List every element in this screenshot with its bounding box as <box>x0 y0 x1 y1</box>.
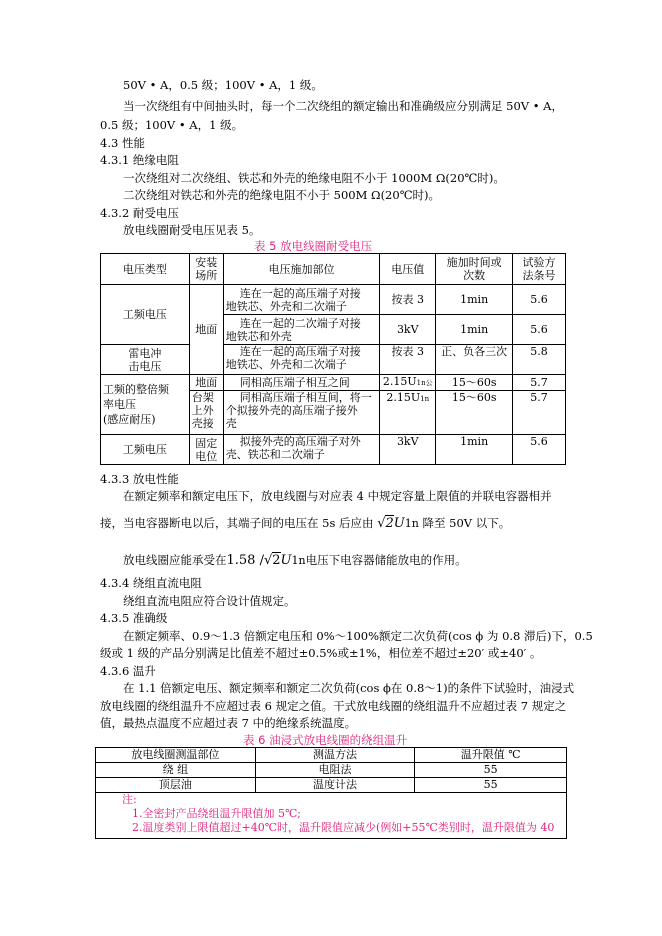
section-heading: 4.3.4 绕组直流电阻 <box>100 576 202 590</box>
table-cell: 连在一起的二次端子对接 地铁芯和外壳 <box>223 315 380 345</box>
table-row <box>96 763 567 778</box>
formula-sqrt2-u1n <box>377 516 419 531</box>
table-cell: 5.6 <box>513 315 566 345</box>
note-title: 注: <box>122 793 137 806</box>
text-line: 当一次绕组有中间抽头时，每一个二次绕组的额定输出和准确级应分别满足 50V • A， <box>123 99 563 113</box>
table-cell: 55 <box>415 763 567 778</box>
u-symbol: U <box>280 553 292 568</box>
table-row <box>101 345 566 375</box>
table-cell: 1min <box>436 315 513 345</box>
header-cell: 放电线圈测温部位 <box>96 748 256 763</box>
sqrt-arg: 2 <box>385 516 394 531</box>
text-line: 级或 1 级的产品分别满足比值差不超过±0.5%或±1%，相位差不超过±20′ 或±40′ 。 <box>100 646 542 660</box>
table-cell: 5.6 <box>513 285 566 315</box>
table-cell: 同相高压端子相互之间 <box>223 375 380 391</box>
table-cell: 5.7 <box>513 375 566 391</box>
coef-value: 1.58 / <box>226 553 264 568</box>
table-cell: 同相高压端子相互间，将一 个拟接外壳的高压端子接外 壳 <box>223 391 380 435</box>
section-heading: 4.3.2 耐受电压 <box>100 206 179 220</box>
header-cell: 测温方法 <box>255 748 415 763</box>
formula-coefficient <box>227 553 306 568</box>
table5 <box>100 253 566 465</box>
text-line: 50V • A，0.5 级；100V • A，1 级。 <box>123 78 323 92</box>
section-heading: 4.3 性能 <box>100 136 145 150</box>
table6-caption: 表 6 油浸式放电线圈的绕组温升 <box>243 733 408 747</box>
text-line: 0.5 级；100V • A，1 级。 <box>100 118 244 132</box>
table-cell: 15～60s <box>436 391 513 435</box>
table-cell: 5.6 <box>513 435 566 465</box>
table-cell: 按表 3 <box>380 345 436 375</box>
text-line <box>123 553 467 568</box>
table-cell: 固定 电位 <box>189 435 223 465</box>
table-cell: 地面 <box>189 285 223 375</box>
u-symbol: U <box>393 516 405 531</box>
header-cell: 施加时间或 次数 <box>436 254 513 285</box>
header-cell: 试验方 法条号 <box>513 254 566 285</box>
voltage-subscript: 1n <box>420 395 430 403</box>
text-line: 在额定频率、0.9～1.3 倍额定电压和 0%～100%额定二次负荷(cos ϕ 为 0.8 滞后)下，0.5 <box>123 629 593 643</box>
text-fragment: 接，当电容器断电以后，其端子间的电压在 5s 后应由 <box>100 516 374 530</box>
table-cell: 地面 <box>189 375 223 391</box>
text-line: 一次绕组对二次绕组、铁芯和外壳的绝缘电阻不小于 1000M Ω(20℃时)。 <box>123 171 505 185</box>
note-line: 2.温度类别上限值超过+40℃时，温升限值应减少(例如+55℃类别时，温升限值为 40 <box>132 821 555 834</box>
table6 <box>95 747 567 839</box>
text-line: 值，最热点温度不应超过表 7 中的绝缘系统温度。 <box>100 716 357 730</box>
voltage-subscript: 1n公 <box>416 379 433 387</box>
table-cell: 3kV <box>380 435 436 465</box>
table-cell <box>380 375 436 391</box>
sqrt-symbol: √ <box>377 516 386 531</box>
header-cell: 电压值 <box>380 254 436 285</box>
sqrt-symbol: √ <box>263 553 273 568</box>
header-cell: 安装 场所 <box>189 254 223 285</box>
table-cell: 5.7 <box>513 391 566 435</box>
table-cell: 3kV <box>380 315 436 345</box>
table-cell: 5.8 <box>513 345 566 375</box>
table-cell: 连在一起的高压端子对接 地铁芯、外壳和二次端子 <box>223 345 380 375</box>
header-cell: 温升限值 ℃ <box>415 748 567 763</box>
table-cell: 工频电压 <box>101 285 190 345</box>
header-cell: 电压类型 <box>101 254 190 285</box>
table-cell <box>380 391 436 435</box>
u-subscript: 1n <box>404 517 419 530</box>
table-cell: 雷电冲 击电压 <box>101 345 190 375</box>
table-row <box>101 435 566 465</box>
table-cell: 55 <box>415 778 567 793</box>
table-cell: 温度计法 <box>255 778 415 793</box>
table-note <box>96 793 567 839</box>
text-fragment: 电压下电容器储能放电的作用。 <box>305 553 467 567</box>
table-cell: 工频的整倍频 率电压 (感应耐压) <box>101 375 190 435</box>
text-line <box>100 516 510 531</box>
table-cell: 按表 3 <box>380 285 436 315</box>
text-line: 在额定频率和额定电压下，放电线圈与对应表 4 中规定容量上限值的并联电容器相并 <box>123 489 552 503</box>
table-row <box>96 778 567 793</box>
text-line: 放电线圈耐受电压见表 5。 <box>123 223 261 237</box>
text-line: 在 1.1 倍额定电压、额定频率和额定二次负荷(cos ϕ在 0.8～1)的条件下试验时，油浸式 <box>123 681 575 695</box>
table-row <box>101 375 566 391</box>
table-cell: 电阻法 <box>255 763 415 778</box>
table-cell: 绕 组 <box>96 763 256 778</box>
sqrt-arg: 2 <box>272 553 281 568</box>
table-cell: 连在一起的高压端子对接 地铁芯、外壳和二次端子 <box>223 285 380 315</box>
voltage-value: 2.15U <box>382 375 417 388</box>
text-line: 绕组直流电阻应符合设计值规定。 <box>123 594 296 608</box>
note-line: 1.全密封产品绕组温升限值加 5℃; <box>132 807 302 820</box>
table-header-row <box>101 254 566 285</box>
u-subscript: 1n <box>291 554 306 567</box>
table5-caption: 表 5 放电线圈耐受电压 <box>254 239 373 253</box>
table-cell: 工频电压 <box>101 435 190 465</box>
section-heading: 4.3.1 绝缘电阻 <box>100 153 179 167</box>
section-heading: 4.3.5 准确级 <box>100 611 168 625</box>
table-cell: 1min <box>436 285 513 315</box>
table-cell: 台架 上外 壳接 <box>189 391 223 435</box>
text-line: 二次绕组对铁芯和外壳的绝缘电阻不小于 500M Ω(20℃时)。 <box>123 188 441 202</box>
header-cell: 电压施加部位 <box>223 254 380 285</box>
table-note-row <box>96 793 567 839</box>
table-cell: 1min <box>436 435 513 465</box>
text-line: 放电线圈的绕组温升不应超过表 6 规定之值。干式放电线圈的绕组温升不应超过表 7 规定之 <box>100 699 567 713</box>
table-cell: 正、负各三次 <box>436 345 513 375</box>
table-cell: 拟接外壳的高压端子对外 壳、铁芯和二次端子 <box>223 435 380 465</box>
table-cell: 顶层油 <box>96 778 256 793</box>
text-fragment: 降至 50V 以下。 <box>422 516 511 530</box>
text-fragment: 放电线圈应能承受在 <box>123 553 227 567</box>
table-header-row <box>96 748 567 763</box>
table-row <box>101 285 566 315</box>
voltage-value: 2.15U <box>386 391 421 404</box>
section-heading: 4.3.6 温升 <box>100 664 156 678</box>
section-heading: 4.3.3 放电性能 <box>100 472 179 486</box>
table-cell: 15～60s <box>436 375 513 391</box>
